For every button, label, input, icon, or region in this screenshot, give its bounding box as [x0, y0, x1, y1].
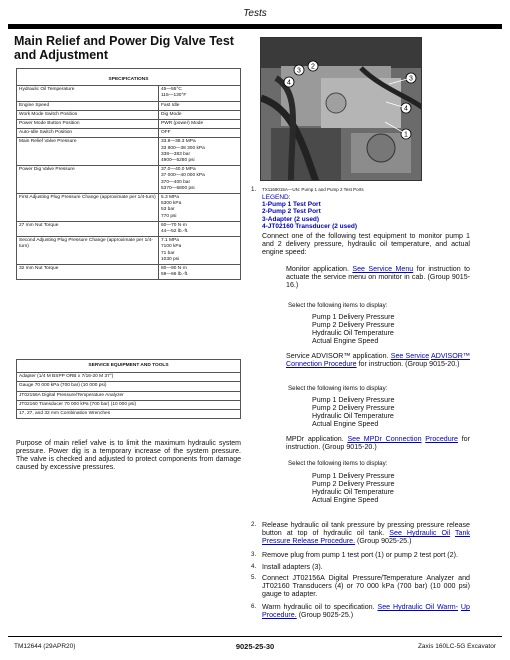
list-item: Pump 1 Delivery Pressure	[312, 313, 395, 321]
figure-caption: TX1169015A—UN: Pump 1 and Pump 2 Test Ports	[262, 187, 364, 192]
spec-value-line: OFF	[161, 130, 171, 136]
spec-value-line: 80—90 N·m	[161, 266, 187, 272]
display-items	[312, 396, 394, 428]
spec-row	[17, 221, 241, 236]
spec-value-line: 33 800—38 300 kPa	[161, 145, 205, 151]
step-text-part: (Group 9025-25.)	[357, 537, 412, 546]
callout-4b: 4	[404, 105, 408, 113]
legend-item: 3-Adapter (2 used)	[262, 215, 320, 223]
spec-name: Power Mode Button Position	[17, 120, 159, 129]
spec-row	[17, 120, 241, 129]
page-title: Main Relief and Power Dig Valve Test and Adjustment	[14, 34, 234, 62]
spec-value	[159, 101, 241, 110]
select-label: Select the following items to display:	[288, 302, 388, 309]
spec-row	[17, 86, 241, 101]
spec-name: 32 mm Nut Torque	[17, 265, 159, 280]
spec-value-line: 45—55°C	[161, 87, 182, 93]
footer-right: Zaxis 160LC-5G Excavator	[417, 643, 496, 650]
step-text-part: Release hydraulic oil tank pressure by pressing pressure release button at top of hydraulic oil tank.	[262, 521, 470, 538]
select-label: Select the following items to display:	[288, 460, 388, 467]
list-item: Hydraulic Oil Temperature	[312, 329, 394, 338]
step-number: 4.	[251, 563, 257, 570]
step-text-part: (Group 9025-25.)	[298, 611, 354, 620]
spec-value-line: 370—400 bar	[161, 179, 191, 185]
step-text	[262, 521, 470, 545]
select-label: Select the following items to display:	[288, 385, 388, 392]
spec-name: 27 mm Nut Torque	[17, 221, 159, 236]
footer-left: TM12644 (29APR20)	[14, 643, 76, 650]
tool-row: Adapter (1/4 M BSPP ORB x 7/16-20 M 37°)	[17, 373, 241, 382]
spec-name: Power Dig Valve Pressure	[17, 166, 159, 194]
legend-item: 4-JT02160 Transducer (2 used)	[262, 222, 358, 230]
legend-title: LEGEND:	[262, 194, 291, 201]
spec-row	[17, 129, 241, 138]
spec-row	[17, 166, 241, 194]
step-text	[262, 603, 470, 619]
spec-value	[159, 221, 241, 236]
spec-value	[159, 86, 241, 101]
spec-value-line: 44—52 lb.-ft.	[161, 229, 189, 235]
spec-value-line: 59—66 lb.-ft.	[161, 272, 189, 278]
list-item: Hydraulic Oil Temperature	[312, 488, 394, 497]
spec-value-line: 33.8—38.3 MPa	[161, 139, 196, 145]
mpdr-link[interactable]: See MPDr Connection	[347, 435, 422, 443]
step-text-part: Warm hydraulic oil to specification.	[262, 603, 375, 611]
step-number: 1.	[251, 186, 257, 193]
spec-value-line: 53 bar	[161, 207, 175, 213]
list-item: Actual Engine Speed	[312, 337, 379, 346]
callout-2: 2	[311, 63, 315, 71]
tool-row: JT02160 Transducer 70 000 kPa (700 bar) (10 000 psi)	[17, 400, 241, 409]
tool-row: Gauge 70 000 kPa (700 bar) (10 000 psi)	[17, 382, 241, 391]
list-item: Pump 2 Delivery Pressure	[312, 404, 395, 413]
spec-row	[17, 138, 241, 166]
spec-name: Engine Speed	[17, 101, 159, 110]
spec-value	[159, 120, 241, 129]
service-menu-link[interactable]: See Service Menu	[352, 265, 414, 273]
spec-row	[17, 194, 241, 222]
display-items	[312, 472, 394, 504]
spec-value-line: Dig Mode	[161, 111, 182, 117]
header-rule	[8, 24, 502, 29]
service-advisor-link[interactable]: See Service	[390, 352, 430, 360]
callout-3: 3	[297, 67, 301, 75]
spec-value-line: 37.0—40.0 MPa	[161, 167, 196, 173]
step-number: 6.	[251, 603, 257, 610]
callout-3b: 3	[409, 75, 413, 83]
page-number: 9025-25-30	[235, 642, 275, 651]
tools-table	[16, 359, 241, 419]
spec-name: Auto-Idle Switch Position	[17, 129, 159, 138]
spec-value	[159, 166, 241, 194]
spec-value-line: Fast Idle	[161, 102, 180, 108]
spec-row	[17, 101, 241, 110]
footer-rule	[8, 636, 502, 637]
spec-name: Main Relief Valve Pressure	[17, 138, 159, 166]
specifications-table	[16, 68, 241, 280]
procedure-link[interactable]: See Hydraulic Oil	[389, 529, 451, 538]
monitor-instruction: Monitor application. See Service Menu for instruction to actuate the service menu on monitor in cab. (Group 9015-16.)	[286, 265, 470, 290]
service-advisor-link[interactable]: ADVISOR™ Connection Procedure	[286, 352, 470, 369]
callout-1: 1	[404, 131, 408, 139]
spec-name: Second Adjusting Plug Pressure Change (approximate per 1/4-turn)	[17, 237, 159, 265]
spec-value	[159, 129, 241, 138]
spec-value-line: 5370—5800 psi	[161, 185, 195, 191]
spec-row	[17, 265, 241, 280]
spec-value	[159, 237, 241, 265]
callout-4: 4	[287, 79, 291, 87]
spec-value	[159, 194, 241, 222]
spec-value-line: 60—70 N·m	[161, 222, 187, 228]
spec-name: Work Mode Switch Position	[17, 110, 159, 119]
spec-value-line: 4900—5280 psi	[161, 158, 195, 164]
spec-value-line: 338—383 bar	[161, 151, 191, 157]
pump-test-port-photo	[260, 37, 422, 181]
list-item: Pump 2 Delivery Pressure	[312, 480, 395, 489]
spec-value-line: 1030 psi	[161, 256, 180, 262]
legend-item: 2-Pump 2 Test Port	[262, 208, 321, 216]
spec-name: First Adjusting Plug Pressure Change (approximate per 1/4-turn)	[17, 194, 159, 222]
spec-row	[17, 110, 241, 119]
legend-item: 1-Pump 1 Test Port	[262, 201, 321, 209]
spec-row	[17, 237, 241, 265]
step-number: 3.	[251, 551, 257, 558]
mpdr-instruction: MPDr application. See MPDr Connection Procedure for instruction. (Group 9015-20.)	[286, 435, 470, 452]
spec-value	[159, 138, 241, 166]
list-item: Actual Engine Speed	[312, 496, 379, 505]
tools-heading: SERVICE EQUIPMENT AND TOOLS	[17, 360, 241, 373]
spec-value-line: 5300 kPa	[161, 201, 182, 207]
step-number: 2.	[251, 521, 257, 528]
specifications-heading: SPECIFICATIONS	[17, 69, 241, 86]
tool-row: JT02156A Digital Pressure/Temperature Analyzer	[17, 391, 241, 400]
spec-value-line: 71 bar	[161, 250, 175, 256]
list-item: Hydraulic Oil Temperature	[312, 412, 394, 421]
tool-row: 17, 27, and 32 mm Combination Wrenches	[17, 410, 241, 419]
step-text: Connect JT02156A Digital Pressure/Temperature Analyzer and JT02160 Transducers (4) or 70 000 kPa (700 bar) (10 000 psi) gauge to adapter.	[262, 574, 470, 599]
spec-value	[159, 110, 241, 119]
spec-value-line: 770 psi	[161, 213, 177, 219]
procedure-link[interactable]: See Hydraulic Oil Warm-	[377, 603, 459, 611]
procedure-link[interactable]: Tank Pressure Release Procedure.	[262, 529, 470, 546]
section-header: Tests	[243, 8, 267, 19]
spec-name: Hydraulic Oil Temperature	[17, 86, 159, 101]
spec-value	[159, 265, 241, 280]
spec-value-line: PWR (power) Mode	[161, 121, 204, 127]
purpose-paragraph: Purpose of main relief valve is to limit the maximum hydraulic system pressure. Power dig is a temporary increase of the system pressure. The valve is checked and adjusted to protect components from damage caused by excessive pressures.	[16, 440, 241, 471]
spec-value-line: 37 000—40 000 kPa	[161, 173, 205, 179]
display-items	[312, 313, 394, 345]
list-item: Pump 2 Delivery Pressure	[312, 321, 395, 330]
spec-value-line: 5.3 MPa	[161, 195, 179, 201]
step-number: 5.	[251, 574, 257, 581]
spec-value-line: 7.1 MPa	[161, 238, 179, 244]
list-item: Pump 1 Delivery Pressure	[312, 472, 395, 480]
spec-value-line: 7100 kPa	[161, 244, 182, 250]
legend	[262, 194, 357, 230]
procedure-link[interactable]: Up Procedure.	[262, 603, 470, 620]
list-item: Pump 1 Delivery Pressure	[312, 396, 395, 404]
mpdr-link[interactable]: Procedure	[425, 435, 458, 443]
list-item: Actual Engine Speed	[312, 420, 379, 429]
step1-intro: Connect one of the following test equipment to monitor pump 1 and 2 delivery pressure, hydraulic oil temperature, and actual engine speed:	[262, 232, 470, 257]
advisor-instruction: Service ADVISOR™ application. See Service ADVISOR™ Connection Procedure for instruction. (Group 9015-20.)	[286, 352, 470, 369]
step-text: Install adapters (3).	[262, 563, 323, 571]
spec-value-line: 115—130°F	[161, 93, 187, 99]
step-text: Remove plug from pump 1 test port (1) or pump 2 test port (2).	[262, 551, 458, 559]
